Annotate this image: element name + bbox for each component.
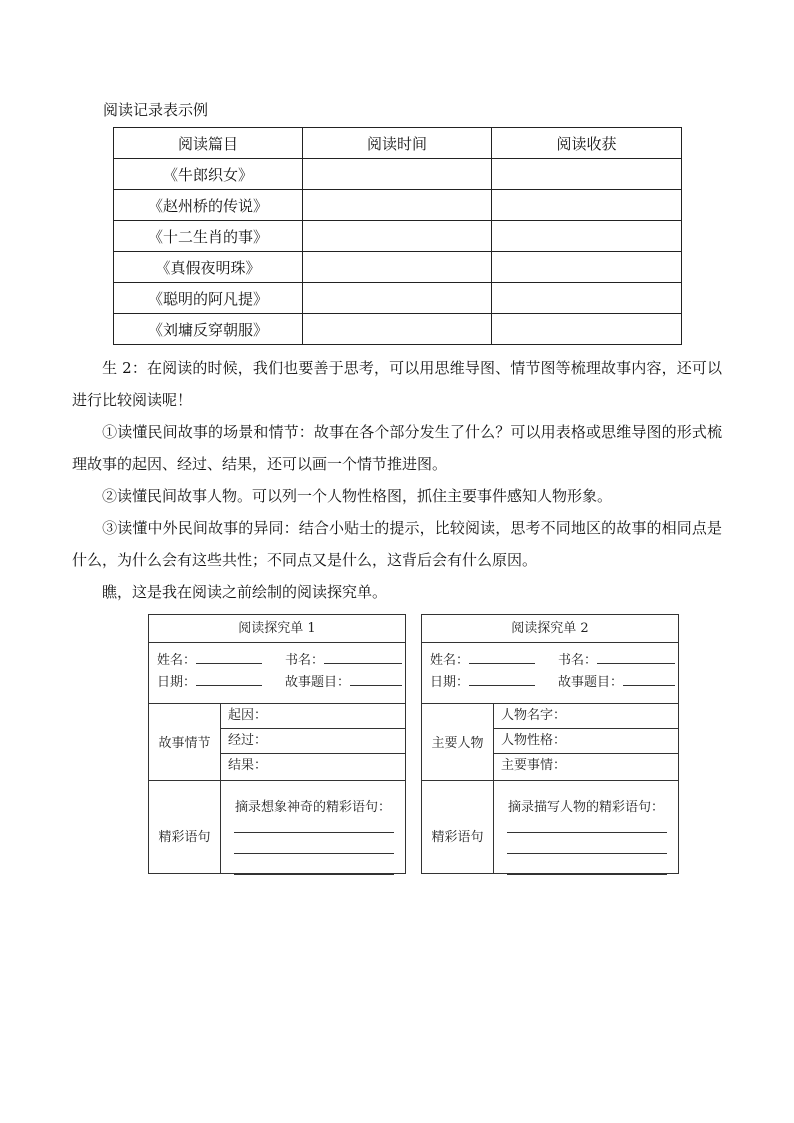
writing-line: [234, 853, 394, 854]
table-header-row: [114, 128, 682, 159]
reading-gain-cell: [492, 252, 682, 283]
story-title-field: 故事题目：: [558, 671, 675, 690]
book-field: 书名：: [558, 649, 675, 668]
story-title-cell: 《聪明的阿凡提》: [114, 283, 303, 314]
paragraph-compare: ③读懂中外民间故事的异同：结合小贴士的提示，比较阅读，思考不同地区的故事的相同点是什么，为什么会有这些共性；不同点又是什么，这背后会有什么原因。: [72, 519, 722, 569]
paragraph-characters: ②读懂民间故事人物。可以列一个人物性格图，抓住主要事件感知人物形象。: [102, 487, 613, 505]
worksheet-info: [422, 642, 678, 704]
story-title-cell: 《刘墉反穿朝服》: [114, 314, 303, 345]
reading-record-table: [113, 127, 682, 345]
character-label: 主要人物: [431, 736, 484, 751]
name-field: 姓名：: [430, 649, 535, 668]
character-name-row: 人物名字：: [494, 703, 678, 729]
header-title: 阅读篇目: [114, 128, 303, 159]
reading-time-cell: [303, 314, 492, 345]
writing-line: [507, 853, 667, 854]
story-title-field: 故事题目：: [285, 671, 402, 690]
table-row: [114, 283, 682, 314]
worksheet-card-1: [148, 614, 406, 874]
table-row: [114, 221, 682, 252]
header-time: 阅读时间: [303, 128, 492, 159]
process-row: 经过：: [221, 728, 405, 754]
name-field: 姓名：: [157, 649, 262, 668]
reading-gain-cell: [492, 159, 682, 190]
excerpt-prompt: 摘录描写人物的精彩语句：: [508, 800, 665, 815]
reading-gain-cell: [492, 190, 682, 221]
reading-time-cell: [303, 190, 492, 221]
paragraph-worksheet-intro: 瞧，这是我在阅读之前绘制的阅读探究单。: [102, 583, 388, 601]
reading-time-cell: [303, 252, 492, 283]
paragraph-student2: 生 2：在阅读的时候，我们也要善于思考，可以用思维导图、情节图等梳理故事内容，还可以进行比较阅读呢！: [72, 359, 722, 409]
writing-line: [507, 832, 667, 833]
table-caption: 阅读记录表示例: [103, 101, 209, 119]
worksheet-card-2: [421, 614, 679, 874]
book-field: 书名：: [285, 649, 402, 668]
reading-time-cell: [303, 221, 492, 252]
worksheet-info: [149, 642, 405, 704]
reading-time-cell: [303, 159, 492, 190]
plot-label: 故事情节: [158, 736, 211, 751]
story-title-cell: 《赵州桥的传说》: [114, 190, 303, 221]
cause-row: 起因：: [221, 703, 405, 729]
writing-line: [507, 874, 667, 875]
reading-gain-cell: [492, 221, 682, 252]
table-row: [114, 190, 682, 221]
story-title-cell: 《真假夜明珠》: [114, 252, 303, 283]
sentences-label: 精彩语句: [158, 830, 211, 845]
reading-gain-cell: [492, 314, 682, 345]
main-events-row: 主要事情：: [501, 758, 567, 773]
table-row: [114, 314, 682, 345]
table-row: [114, 252, 682, 283]
date-field: 日期：: [157, 671, 262, 690]
result-row: 结果：: [228, 758, 268, 773]
sentences-section: [422, 780, 678, 873]
character-section: [422, 703, 678, 781]
header-gain: 阅读收获: [492, 128, 682, 159]
sentences-section: [149, 780, 405, 873]
date-field: 日期：: [430, 671, 535, 690]
table-row: [114, 159, 682, 190]
excerpt-prompt: 摘录想象神奇的精彩语句：: [235, 800, 392, 815]
writing-line: [234, 832, 394, 833]
sentences-label: 精彩语句: [431, 830, 484, 845]
story-title-cell: 《牛郎织女》: [114, 159, 303, 190]
paragraph-plot: ①读懂民间故事的场景和情节：故事在各个部分发生了什么？可以用表格或思维导图的形式梳理故事的起因、经过、结果，还可以画一个情节推进图。: [72, 423, 722, 473]
reading-gain-cell: [492, 283, 682, 314]
story-title-cell: 《十二生肖的事》: [114, 221, 303, 252]
worksheet-title: 阅读探究单 2: [422, 615, 678, 643]
reading-time-cell: [303, 283, 492, 314]
character-trait-row: 人物性格：: [494, 728, 678, 754]
worksheet-title: 阅读探究单 1: [149, 615, 405, 643]
writing-line: [234, 874, 394, 875]
plot-section: [149, 703, 405, 781]
